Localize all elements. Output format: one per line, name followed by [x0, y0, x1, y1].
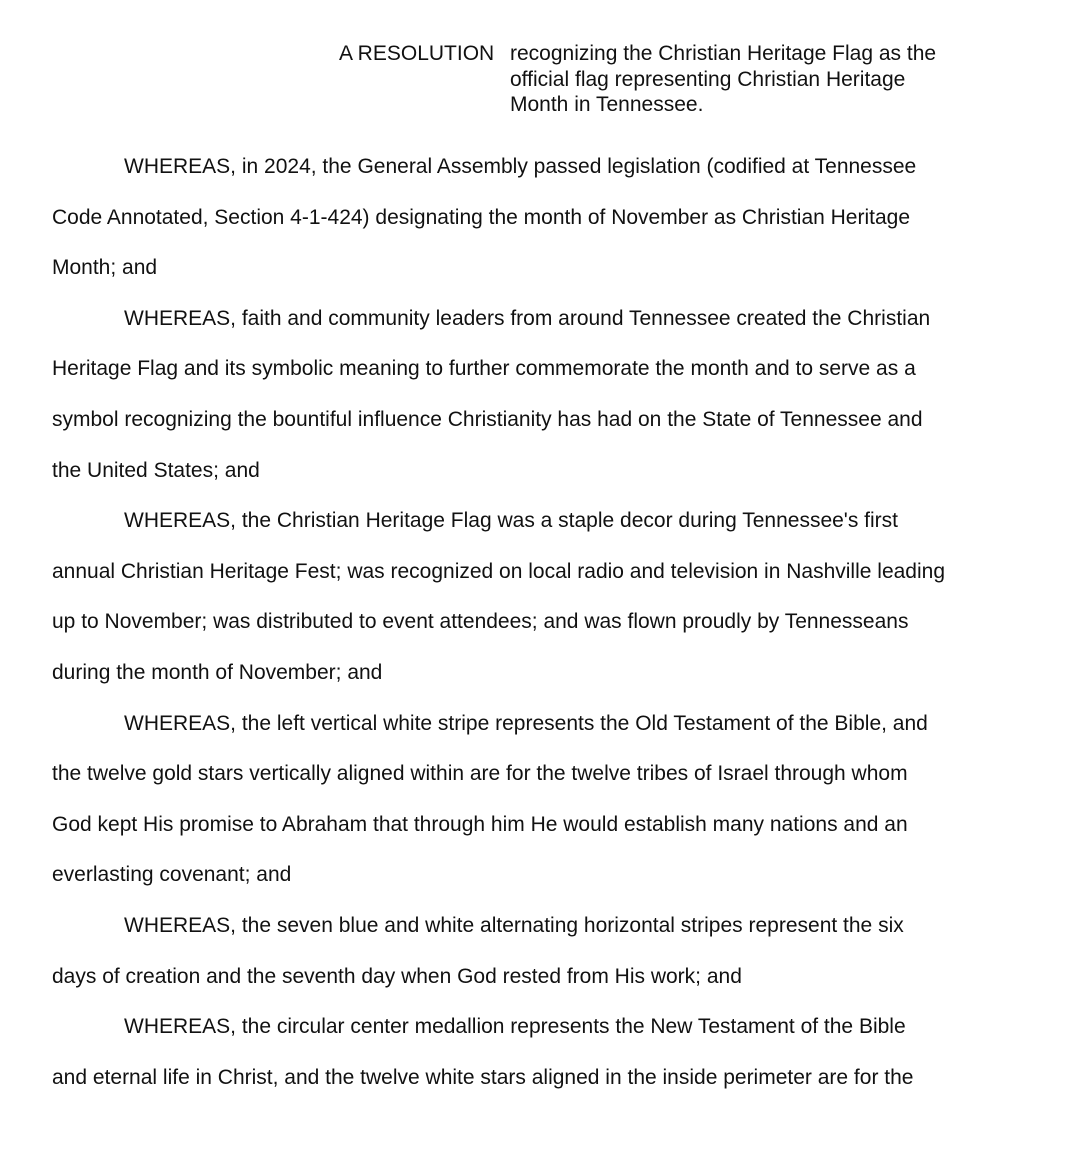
- text-line: symbol recognizing the bountiful influence Christianity has had on the State of Tennessee and: [52, 407, 923, 431]
- text-line: WHEREAS, the seven blue and white alternating horizontal stripes represent the six: [124, 913, 904, 937]
- caption-line: Month in Tennessee.: [510, 93, 704, 116]
- text-line: during the month of November; and: [52, 660, 383, 684]
- text-line: WHEREAS, the Christian Heritage Flag was a staple decor during Tennessee's first: [124, 509, 898, 533]
- resolution-body: [52, 142, 1062, 1103]
- text-line: WHEREAS, in 2024, the General Assembly passed legislation (codified at Tennessee: [124, 155, 917, 178]
- text-line: days of creation and the seventh day when God rested from His work; and: [52, 964, 742, 988]
- text-line: WHEREAS, faith and community leaders from around Tennessee created the Christian: [124, 306, 931, 330]
- whereas-paragraph-4: [52, 699, 1062, 901]
- text-line: annual Christian Heritage Fest; was recognized on local radio and television in Nashville leading: [52, 559, 946, 583]
- text-line: WHEREAS, the left vertical white stripe represents the Old Testament of the Bible, and: [124, 711, 928, 735]
- whereas-paragraph-2: [52, 294, 1062, 496]
- caption-line: recognizing the Christian Heritage Flag as the: [510, 42, 937, 65]
- whereas-paragraph-6: [52, 1002, 1062, 1103]
- text-line: everlasting covenant; and: [52, 863, 292, 887]
- text-line: up to November; was distributed to event attendees; and was flown proudly by Tennesseans: [52, 610, 909, 634]
- text-line: the twelve gold stars vertically aligned within are for the twelve tribes of Israel through whom: [52, 762, 908, 786]
- text-line: Code Annotated, Section 4-1-424) designating the month of November as Christian Heritage: [52, 205, 911, 229]
- text-line: the United States; and: [52, 458, 260, 482]
- resolution-lead: A RESOLUTION: [339, 42, 495, 65]
- whereas-paragraph-1: [52, 142, 1062, 294]
- text-line: and eternal life in Christ, and the twelve white stars aligned in the inside perimeter are for the: [52, 1065, 914, 1089]
- whereas-paragraph-3: [52, 496, 1062, 698]
- resolution-caption-body: [510, 41, 1010, 118]
- caption-line: official flag representing Christian Heritage: [510, 67, 906, 91]
- text-line: Heritage Flag and its symbolic meaning to further commemorate the month and to serve as a: [52, 357, 916, 381]
- text-line: WHEREAS, the circular center medallion represents the New Testament of the Bible: [124, 1015, 906, 1039]
- text-line: Month; and: [52, 256, 158, 280]
- whereas-paragraph-5: [52, 901, 1062, 1002]
- text-line: God kept His promise to Abraham that through him He would establish many nations and an: [52, 812, 908, 836]
